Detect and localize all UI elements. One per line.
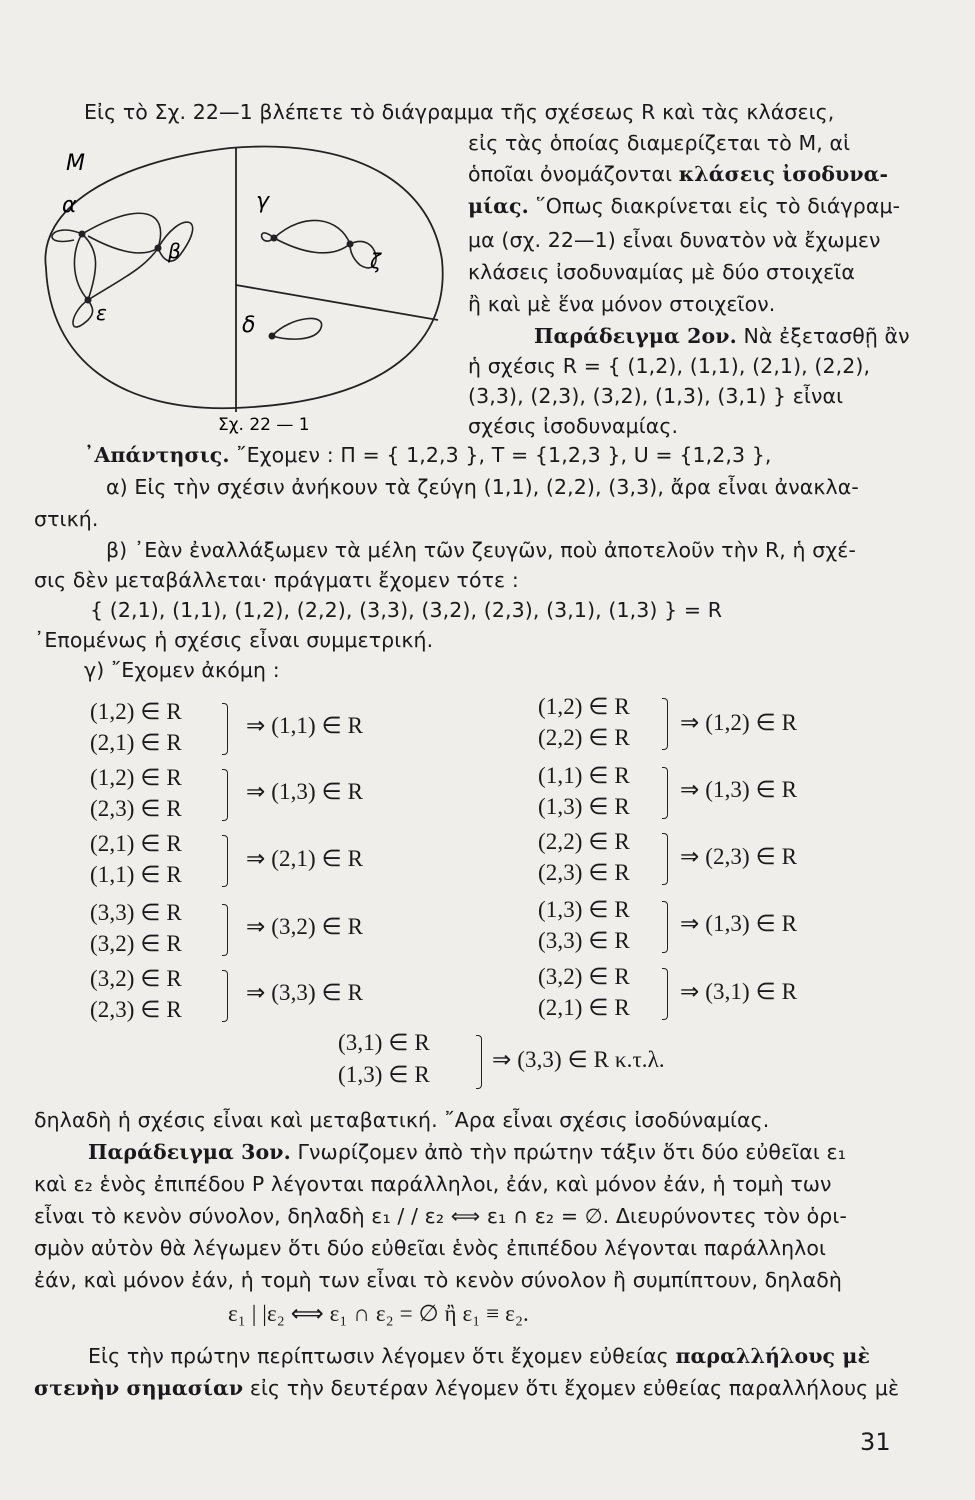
equivalence-class-diagram (30, 140, 450, 440)
impl-right-5-b: (2,1) ∈ R (538, 995, 630, 1020)
impl-right-4-result: ⇒ (1,3) ∈ R (680, 911, 798, 936)
example3-line-1: Παράδειγμα 3ον. Γνωρίζομεν ἀπὸ τὴν πρώτην τάξιν ὅτι δύο εὐθεῖαι ε₁ (88, 1140, 847, 1164)
impl-left-3-b: (1,1) ∈ R (90, 862, 182, 887)
node-label-zeta: ζ (370, 249, 381, 273)
impl-left-1-result: ⇒ (1,1) ∈ R (246, 713, 364, 738)
brace (222, 835, 228, 887)
node-beta (155, 245, 162, 252)
set-boundary (45, 147, 442, 409)
impl-left-1-a: (1,2) ∈ R (90, 699, 182, 724)
example2-line-1: Παράδειγμα 2ον. Νὰ ἐξετασθῇ ἂν (534, 324, 910, 348)
impl-right-1-a: (1,2) ∈ R (538, 694, 630, 719)
brace (222, 769, 228, 821)
node-gamma (271, 235, 278, 242)
answer-line-3: στική. (34, 507, 99, 531)
brace (476, 1035, 482, 1089)
impl-right-3-a: (2,2) ∈ R (538, 829, 630, 854)
impl-right-1-result: ⇒ (1,2) ∈ R (680, 710, 798, 735)
impl-left-2-result: ⇒ (1,3) ∈ R (246, 779, 364, 804)
example3-line-5: ἐάν, καὶ μόνον ἐάν, ἡ τομὴ των εἶναι τὸ κενὸν σύνολον ἢ συμπίπτουν, δηλαδὴ (34, 1268, 842, 1292)
answer-line-6: { (2,1), (1,1), (1,2), (2,2), (3,3), (3,2), (2,3), (3,1), (1,3) } = R (90, 598, 723, 622)
impl-right-2-b: (1,3) ∈ R (538, 794, 630, 819)
brace (662, 767, 668, 819)
intro-line-2: εἰς τὰς ὁποίας διαμερίζεται τὸ Μ, αἱ (468, 131, 851, 155)
intro-line-4: μίας. ῞Οπως διακρίνεται εἰς τὸ διάγραμ- (468, 194, 901, 218)
brace (222, 904, 228, 956)
impl-right-3-b: (2,3) ∈ R (538, 860, 630, 885)
brace (222, 970, 228, 1022)
brace (662, 698, 668, 750)
impl-right-5-a: (3,2) ∈ R (538, 964, 630, 989)
example3-line-2: καὶ ε₂ ἑνὸς ἐπιπέδου Ρ λέγονται παράλληλοι, ἐάν, καὶ μόνον ἐάν, ἡ τομὴ των (34, 1172, 832, 1196)
answer-line-1: ᾿Απάντησις. ῎Εχομεν : Π = { 1,2,3 }, Τ = {1,2,3 }, U = {1,2,3 }, (84, 443, 772, 467)
parallel-formula: ε₁ | |ε₂ ⟺ ε₁ ∩ ε₂ = ∅ ἢ ε₁ ≡ ε₂. (228, 1301, 529, 1326)
impl-last-b: (1,3) ∈ R (338, 1062, 430, 1087)
answer-line-5: σις δὲν μεταβάλλεται· πράγματι ἔχομεν τότε : (34, 568, 519, 592)
node-label-alpha: α (62, 193, 77, 218)
class-delta (272, 319, 322, 340)
class-alpha-beta-epsilon (52, 213, 193, 327)
intro-line-1: Εἰς τὸ Σχ. 22—1 βλέπετε τὸ διάγραμμα τῆς σχέσεως R καὶ τὰς κλάσεις, (84, 100, 835, 124)
figure-caption: Σχ. 22 — 1 (218, 415, 310, 435)
brace (662, 833, 668, 885)
answer-line-7: ᾿Επομένως ἡ σχέσις εἶναι συμμετρική. (34, 628, 434, 652)
impl-left-1-b: (2,1) ∈ R (90, 730, 182, 755)
node-label-epsilon: ε (96, 301, 107, 325)
class-gamma-zeta (262, 220, 376, 267)
example3-heading: Παράδειγμα 3ον. (88, 1140, 291, 1164)
impl-left-4-b: (3,2) ∈ R (90, 931, 182, 956)
example3-line-4: σμὸν αὐτὸν θὰ λέγωμεν ὅτι δύο εὐθεῖαι ἑνὸς ἐπιπέδου λέγονται παράλληλοι (34, 1236, 827, 1260)
impl-left-3-a: (2,1) ∈ R (90, 831, 182, 856)
impl-left-4-a: (3,3) ∈ R (90, 900, 182, 925)
node-alpha (79, 231, 86, 238)
brace (222, 703, 228, 755)
impl-right-4-b: (3,3) ∈ R (538, 928, 630, 953)
impl-left-5-b: (2,3) ∈ R (90, 997, 182, 1022)
impl-right-2-result: ⇒ (1,3) ∈ R (680, 777, 798, 802)
impl-right-4-a: (1,3) ∈ R (538, 897, 630, 922)
brace (662, 901, 668, 953)
answer-line-4: β) ᾿Εὰν ἐναλλάξωμεν τὰ μέλη τῶν ζευγῶν, ποὺ ἀποτελοῦν τὴν R, ἡ σχέ- (106, 538, 856, 562)
impl-left-5-result: ⇒ (3,3) ∈ R (246, 980, 364, 1005)
impl-left-2-a: (1,2) ∈ R (90, 765, 182, 790)
term-narrow-sense: στενὴν σημασίαν (34, 1376, 244, 1400)
example2-line-2: ἡ σχέσις R = { (1,2), (1,1), (2,1), (2,2), (468, 354, 871, 378)
node-delta (269, 333, 276, 340)
final-line-2: στενὴν σημασίαν εἰς τὴν δευτέραν λέγομεν ὅτι ἔχομεν εὐθείας παραλλήλους μὲ (34, 1376, 900, 1400)
example2-line-3: (3,3), (2,3), (3,2), (1,3), (3,1) } εἶναι (468, 384, 844, 408)
node-epsilon (85, 297, 92, 304)
node-label-delta: δ (242, 313, 256, 338)
impl-right-1-b: (2,2) ∈ R (538, 725, 630, 750)
impl-right-5-result: ⇒ (3,1) ∈ R (680, 979, 798, 1004)
intro-line-7: ἢ καὶ μὲ ἕνα μόνον στοιχεῖον. (468, 292, 776, 316)
conclusion-line: δηλαδὴ ἡ σχέσις εἶναι καὶ μεταβατική. ῎Αρα εἶναι σχέσις ἰσοδύναμίας. (34, 1108, 770, 1132)
intro-line-6: κλάσεις ἰσοδυναμίας μὲ δύο στοιχεῖα (468, 260, 855, 284)
impl-left-4-result: ⇒ (3,2) ∈ R (246, 914, 364, 939)
term-parallel-narrow: παραλλήλους μὲ (675, 1344, 871, 1368)
term-equivalence-classes: κλάσεις ἰσοδυνα- (678, 162, 889, 186)
set-label-m: M (66, 151, 85, 176)
partition-line-horizontal (236, 285, 438, 320)
brace (662, 968, 668, 1020)
example2-line-4: σχέσις ἰσοδυναμίας. (468, 414, 679, 438)
page-number: 31 (860, 1428, 891, 1456)
example2-heading: Παράδειγμα 2ον. (534, 324, 737, 348)
impl-right-2-a: (1,1) ∈ R (538, 763, 630, 788)
answer-heading: ᾿Απάντησις. (84, 443, 230, 467)
answer-line-8: γ) ῎Εχομεν ἀκόμη : (84, 658, 280, 682)
impl-last-a: (3,1) ∈ R (338, 1030, 430, 1055)
impl-left-5-a: (3,2) ∈ R (90, 966, 182, 991)
answer-line-2: α) Εἰς τὴν σχέσιν ἀνήκουν τὰ ζεύγη (1,1), (2,2), (3,3), ἄρα εἶναι ἀνακλα- (106, 475, 859, 499)
impl-left-3-result: ⇒ (2,1) ∈ R (246, 846, 364, 871)
node-label-beta: β (168, 239, 181, 263)
node-label-gamma: γ (256, 189, 270, 214)
final-line-1: Εἰς τὴν πρώτην περίπτωσιν λέγομεν ὅτι ἔχομεν εὐθείας παραλλήλους μὲ (88, 1344, 871, 1368)
example3-line-3: εἶναι τὸ κενὸν σύνολον, δηλαδὴ ε₁ / / ε₂ ⟺ ε₁ ∩ ε₂ = ∅. Διευρύνοντες τὸν ὁρι- (34, 1204, 847, 1228)
intro-line-5: μα (σχ. 22—1) εἶναι δυνατὸν νὰ ἔχωμεν (468, 228, 881, 252)
impl-right-3-result: ⇒ (2,3) ∈ R (680, 844, 798, 869)
intro-line-3: ὁποῖαι ὀνομάζονται κλάσεις ἰσοδυνα- (468, 162, 889, 186)
impl-last-result: ⇒ (3,3) ∈ R κ.τ.λ. (492, 1047, 665, 1072)
impl-left-2-b: (2,3) ∈ R (90, 796, 182, 821)
node-zeta (347, 241, 354, 248)
